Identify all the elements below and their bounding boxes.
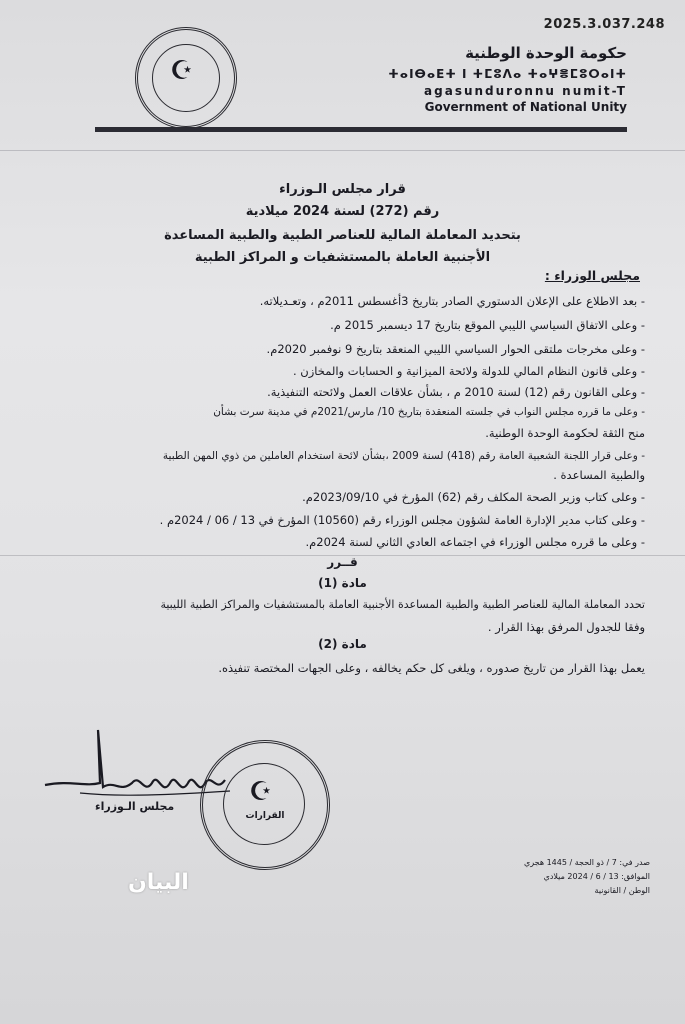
recital-line: - وعلى ما قرره مجلس النواب في جلسته المنعقدة بتاريخ 10/ مارس/2021م في مدينة سرت بشأن	[213, 406, 645, 418]
recital-line: - وعلى مخرجات ملتقى الحوار السياسي الليبي المنعقد بتاريخ 9 نوفمبر 2020م.	[266, 342, 645, 356]
government-name-arabic: حكومة الوحدة الوطنية	[465, 44, 627, 62]
recital-line: - وعلى كتاب وزير الصحة المكلف رقم (62) المؤرخ في 2023/09/10م.	[302, 490, 645, 504]
recital-line: - وعلى ما قرره مجلس الوزراء في اجتماعه العادي الثاني لسنة 2024م.	[305, 535, 645, 549]
recital-line: منح الثقة لحكومة الوحدة الوطنية.	[485, 426, 645, 440]
seal-text: القرارات	[245, 811, 285, 821]
decision-subject-line1: بتحديد المعاملة المالية للعناصر الطبية والطبية المساعدة	[164, 228, 521, 243]
recital-line: - وعلى قانون النظام المالي للدولة ولائحة الميزانية و الحسابات والمخازن .	[292, 364, 645, 378]
bottom-seal	[200, 740, 330, 870]
decision-subject-line2: الأجنبية العاملة بالمستشفيات و المراكز الطبية	[194, 250, 491, 265]
government-name-amazigh: agasunduronnu numit-T	[424, 84, 627, 98]
document-number: 2025.3.037.248	[543, 17, 665, 32]
government-name-english: Government of National Unity	[424, 100, 627, 114]
recital-line: والطبية المساعدة .	[553, 468, 645, 482]
issued-date-hijri: صدر في: 7 / ذو الحجة / 1445 هجري	[523, 858, 650, 867]
top-seal	[135, 27, 237, 129]
decision-title: قرار مجلس الـوزراء	[279, 182, 406, 197]
article1-title: مادة (1)	[318, 576, 367, 590]
watermark-logo: البيان	[128, 870, 189, 895]
recital-line: - بعد الاطلاع على الإعلان الدستوري الصادر بتاريخ 3أغسطس 2011م ، وتعـديلاته.	[259, 294, 645, 308]
issued-date-gregorian: الموافق: 13 / 6 / 2024 ميلادي	[543, 872, 650, 881]
article2-title: مادة (2)	[318, 637, 367, 651]
government-name-tifinagh: ⵜⴰⵏⴱⴰⴹⵜ ⵏ ⵜⵎⵓⴷⴰ ⵜⴰⵖⴻⵎⵓⵔⴰⵏⵜ	[388, 67, 627, 81]
crescent-star-icon: ☪	[249, 777, 273, 807]
article2-text: يعمل بهذا القرار من تاريخ صدوره ، ويلغى كل حكم يخالفه ، وعلى الجهات المختصة تنفيذه.	[218, 661, 645, 675]
paper-fold	[0, 150, 685, 151]
issued-office: الوطن / القانونية	[594, 886, 650, 895]
decided-label: قــرر	[327, 555, 358, 569]
article1-text: تحدد المعاملة المالية للعناصر الطبية والطبية المساعدة الأجنبية العاملة بالمستشفيات والمراكز الطبية الليبية	[160, 598, 645, 611]
council-label: مجلس الوزراء :	[544, 268, 640, 283]
crescent-star-icon: ☪	[170, 56, 194, 86]
recital-line: - وعلى الاتفاق السياسي الليبي الموقع بتاريخ 17 ديسمبر 2015 م.	[330, 318, 645, 332]
signature-label: مجلس الـوزراء	[95, 800, 175, 813]
article1-text: وفقا للجدول المرفق بهذا القرار .	[487, 620, 645, 634]
decision-number: رقم (272) لسنة 2024 ميلادية	[245, 204, 440, 219]
recital-line: - وعلى القانون رقم (12) لسنة 2010 م ، بشأن علاقات العمل ولائحته التنفيذية.	[267, 385, 645, 399]
recital-line: - وعلى كتاب مدير الإدارة العامة لشؤون مجلس الوزراء رقم (10560) المؤرخ في 13 / 06 / 2024م .	[159, 513, 645, 527]
header-rule	[95, 127, 627, 132]
recital-line: - وعلى قرار اللجنة الشعبية العامة رقم (418) لسنة 2009 ،بشأن لائحة استخدام العاملين من ذوي المهن الطبية	[162, 450, 645, 462]
